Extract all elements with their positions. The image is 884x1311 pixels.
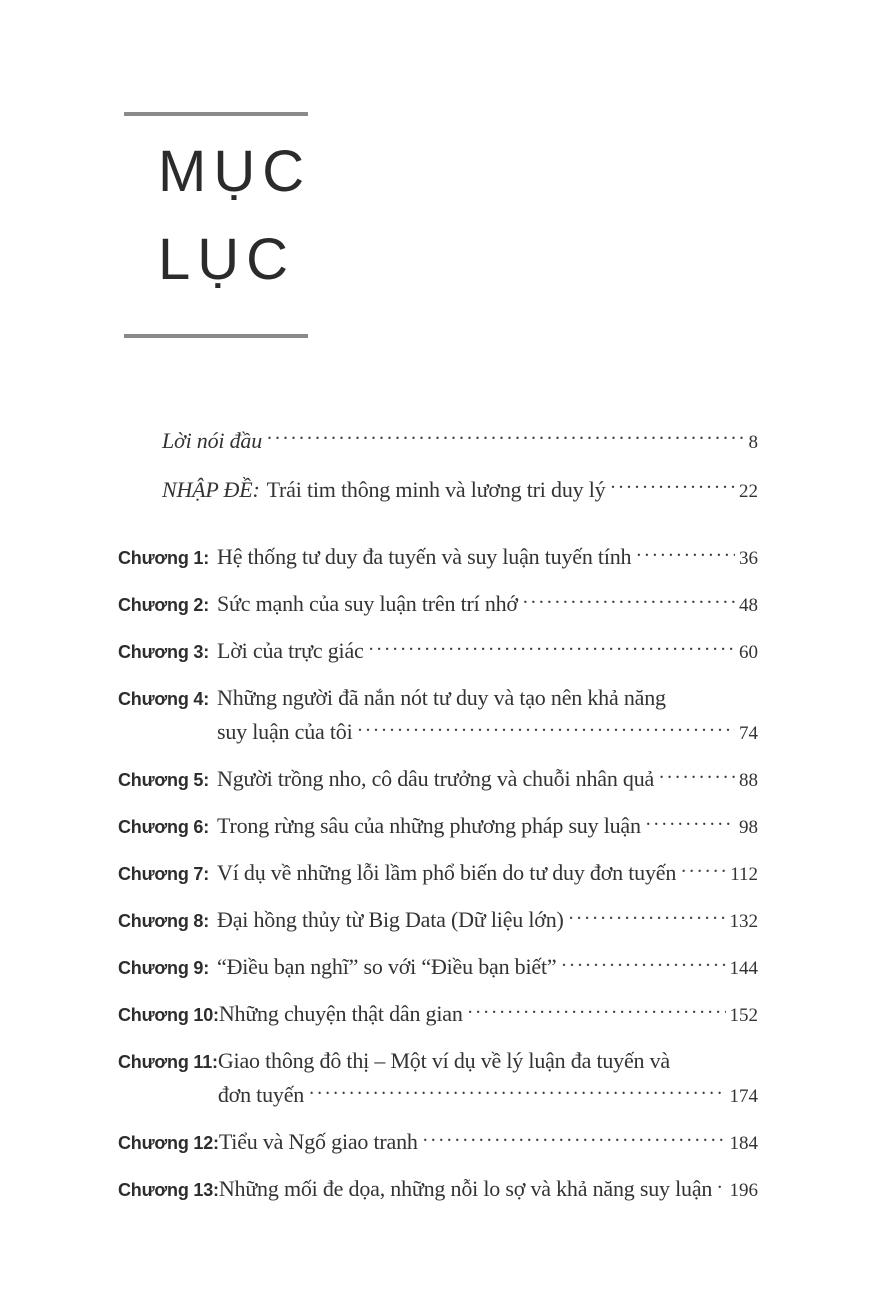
- chapter-content: [217, 762, 758, 798]
- chapter-content: [217, 587, 758, 623]
- chapter-label: Chương 8:: [118, 911, 210, 931]
- toc-entry-line: [217, 903, 758, 939]
- dot-leader: [518, 587, 737, 623]
- chapter-title: “Điều bạn nghĩ” so với “Điều bạn biết”: [217, 954, 557, 979]
- toc-entry-chapter-11: [118, 1044, 758, 1114]
- dot-leader: [304, 1078, 727, 1114]
- chapter-label: Chương 12:: [118, 1133, 219, 1153]
- chapter-title-continued: suy luận của tôi: [217, 719, 353, 744]
- dot-leader: [556, 950, 727, 986]
- dot-leader: [418, 1125, 728, 1161]
- page-number: 132: [729, 911, 758, 932]
- chapter-label: Chương 9:: [118, 958, 210, 978]
- dot-leader: [262, 424, 746, 459]
- page-number: 144: [729, 958, 758, 979]
- toc-entry-line: [217, 950, 758, 986]
- toc-entry-line: [217, 809, 758, 845]
- toc-entry-line-2: [218, 1078, 758, 1114]
- page-number: 48: [739, 595, 758, 616]
- chapter-content: [217, 634, 758, 670]
- chapter-title: Đại hồng thủy từ Big Data (Dữ liệu lớn): [217, 907, 564, 932]
- dot-leader: [631, 540, 737, 576]
- chapter-title: Hệ thống tư duy đa tuyến và suy luận tuyến tính: [217, 544, 632, 569]
- toc-list: [118, 424, 758, 1219]
- chapter-label: Chương 3:: [118, 642, 210, 662]
- page-number: 112: [730, 864, 758, 885]
- toc-entry-line: [162, 473, 758, 508]
- dot-leader: [353, 715, 738, 751]
- toc-entry-chapter-7: [118, 856, 758, 892]
- chapter-title: Giao thông đô thị – Một ví dụ về lý luận đa tuyến và: [217, 1048, 670, 1073]
- toc-entry-line-2: [217, 715, 758, 751]
- dot-leader: [364, 634, 737, 670]
- chapter-label: Chương 11:: [118, 1052, 218, 1072]
- page-number: 174: [729, 1086, 758, 1107]
- chapter-content: [218, 1044, 758, 1114]
- dot-leader: [654, 762, 737, 798]
- page-number: 98: [739, 817, 758, 838]
- toc-entry-line: [217, 856, 758, 892]
- page-number: 88: [739, 770, 758, 791]
- toc-entry-line: [217, 634, 758, 670]
- chapter-label: Chương 13:: [118, 1180, 219, 1200]
- chapter-title: Sức mạnh của suy luận trên trí nhớ: [217, 591, 518, 616]
- dot-leader: [605, 473, 737, 508]
- page-number: 36: [739, 548, 758, 569]
- chapter-content: [217, 903, 758, 939]
- toc-entry-line: [217, 587, 758, 623]
- toc-entry-chapter-12: [118, 1125, 758, 1161]
- entry-title-rest: Trái tim thông minh và lương tri duy lý: [266, 477, 606, 502]
- toc-entry-line: [218, 1044, 758, 1078]
- toc-entry-line: [217, 540, 758, 576]
- chapter-content: [217, 856, 758, 892]
- page-number: 60: [739, 642, 758, 663]
- toc-entry-intro: [162, 473, 758, 508]
- chapter-title: Tiểu và Ngố giao tranh: [218, 1129, 418, 1154]
- toc-entry-line: [219, 997, 758, 1033]
- toc-entry-chapter-8: [118, 903, 758, 939]
- entry-title-prefix: NHẬP ĐỀ:: [162, 477, 260, 502]
- page-number: 74: [739, 723, 758, 744]
- page-number: 22: [739, 481, 758, 502]
- toc-entry-chapter-2: [118, 587, 758, 623]
- dot-leader: [463, 997, 728, 1033]
- toc-entry-chapter-13: [118, 1172, 758, 1208]
- chapter-label: Chương 7:: [118, 864, 210, 884]
- chapter-content: [217, 540, 758, 576]
- page-title: [158, 128, 311, 304]
- chapter-title: Những mối đe dọa, những nỗi lo sợ và khả năng suy luận: [218, 1176, 713, 1201]
- divider-top: [124, 112, 308, 116]
- chapters-section: [118, 540, 758, 1208]
- page-number: 184: [729, 1133, 758, 1154]
- toc-entry-line: [217, 681, 758, 715]
- chapter-label: Chương 5:: [118, 770, 210, 790]
- dot-leader: [676, 856, 728, 892]
- toc-entry-chapter-4: [118, 681, 758, 751]
- chapter-content: [217, 950, 758, 986]
- toc-entry-line: [217, 762, 758, 798]
- toc-entry-preface: [162, 424, 758, 459]
- chapter-label: Chương 4:: [118, 689, 210, 709]
- toc-entry-line: [162, 424, 758, 459]
- chapter-label: Chương 10:: [118, 1005, 219, 1025]
- dot-leader: [641, 809, 737, 845]
- dot-leader: [564, 903, 728, 939]
- page-number: 196: [729, 1180, 758, 1201]
- entry-title: [162, 473, 605, 506]
- toc-entry-chapter-5: [118, 762, 758, 798]
- front-matter-section: [118, 424, 758, 508]
- toc-entry-chapter-10: [118, 997, 758, 1033]
- chapter-label: Chương 1:: [118, 548, 210, 568]
- chapter-content: [217, 809, 758, 845]
- toc-entry-line: [219, 1125, 758, 1161]
- page-title-line-2: LỤC: [158, 227, 296, 292]
- chapter-content: [219, 997, 758, 1033]
- chapter-content: [219, 1125, 758, 1161]
- page-number: 152: [729, 1005, 758, 1026]
- toc-entry-chapter-9: [118, 950, 758, 986]
- dot-leader: [712, 1172, 727, 1208]
- toc-entry-chapter-1: [118, 540, 758, 576]
- divider-bottom: [124, 334, 308, 338]
- chapter-title: Những chuyện thật dân gian: [218, 1001, 463, 1026]
- page-title-line-1: MỤC: [158, 139, 312, 204]
- entry-title: Lời nói đầu: [162, 428, 263, 453]
- page-number: 8: [748, 432, 758, 453]
- chapter-label: Chương 2:: [118, 595, 210, 615]
- chapter-title: Người trồng nho, cô dâu trưởng và chuỗi nhân quả: [217, 766, 655, 791]
- chapter-title: Lời của trực giác: [217, 638, 364, 663]
- chapter-content: [217, 681, 758, 751]
- chapter-label: Chương 6:: [118, 817, 210, 837]
- chapter-title: Ví dụ về những lỗi lầm phổ biến do tư duy đơn tuyến: [217, 860, 677, 885]
- chapter-title: Trong rừng sâu của những phương pháp suy luận: [217, 813, 641, 838]
- chapter-title: Những người đã nắn nót tư duy và tạo nên khả năng: [217, 685, 666, 710]
- toc-entry-line: [219, 1172, 758, 1208]
- toc-entry-chapter-6: [118, 809, 758, 845]
- toc-entry-chapter-3: [118, 634, 758, 670]
- chapter-content: [219, 1172, 758, 1208]
- chapter-title-continued: đơn tuyến: [217, 1082, 305, 1107]
